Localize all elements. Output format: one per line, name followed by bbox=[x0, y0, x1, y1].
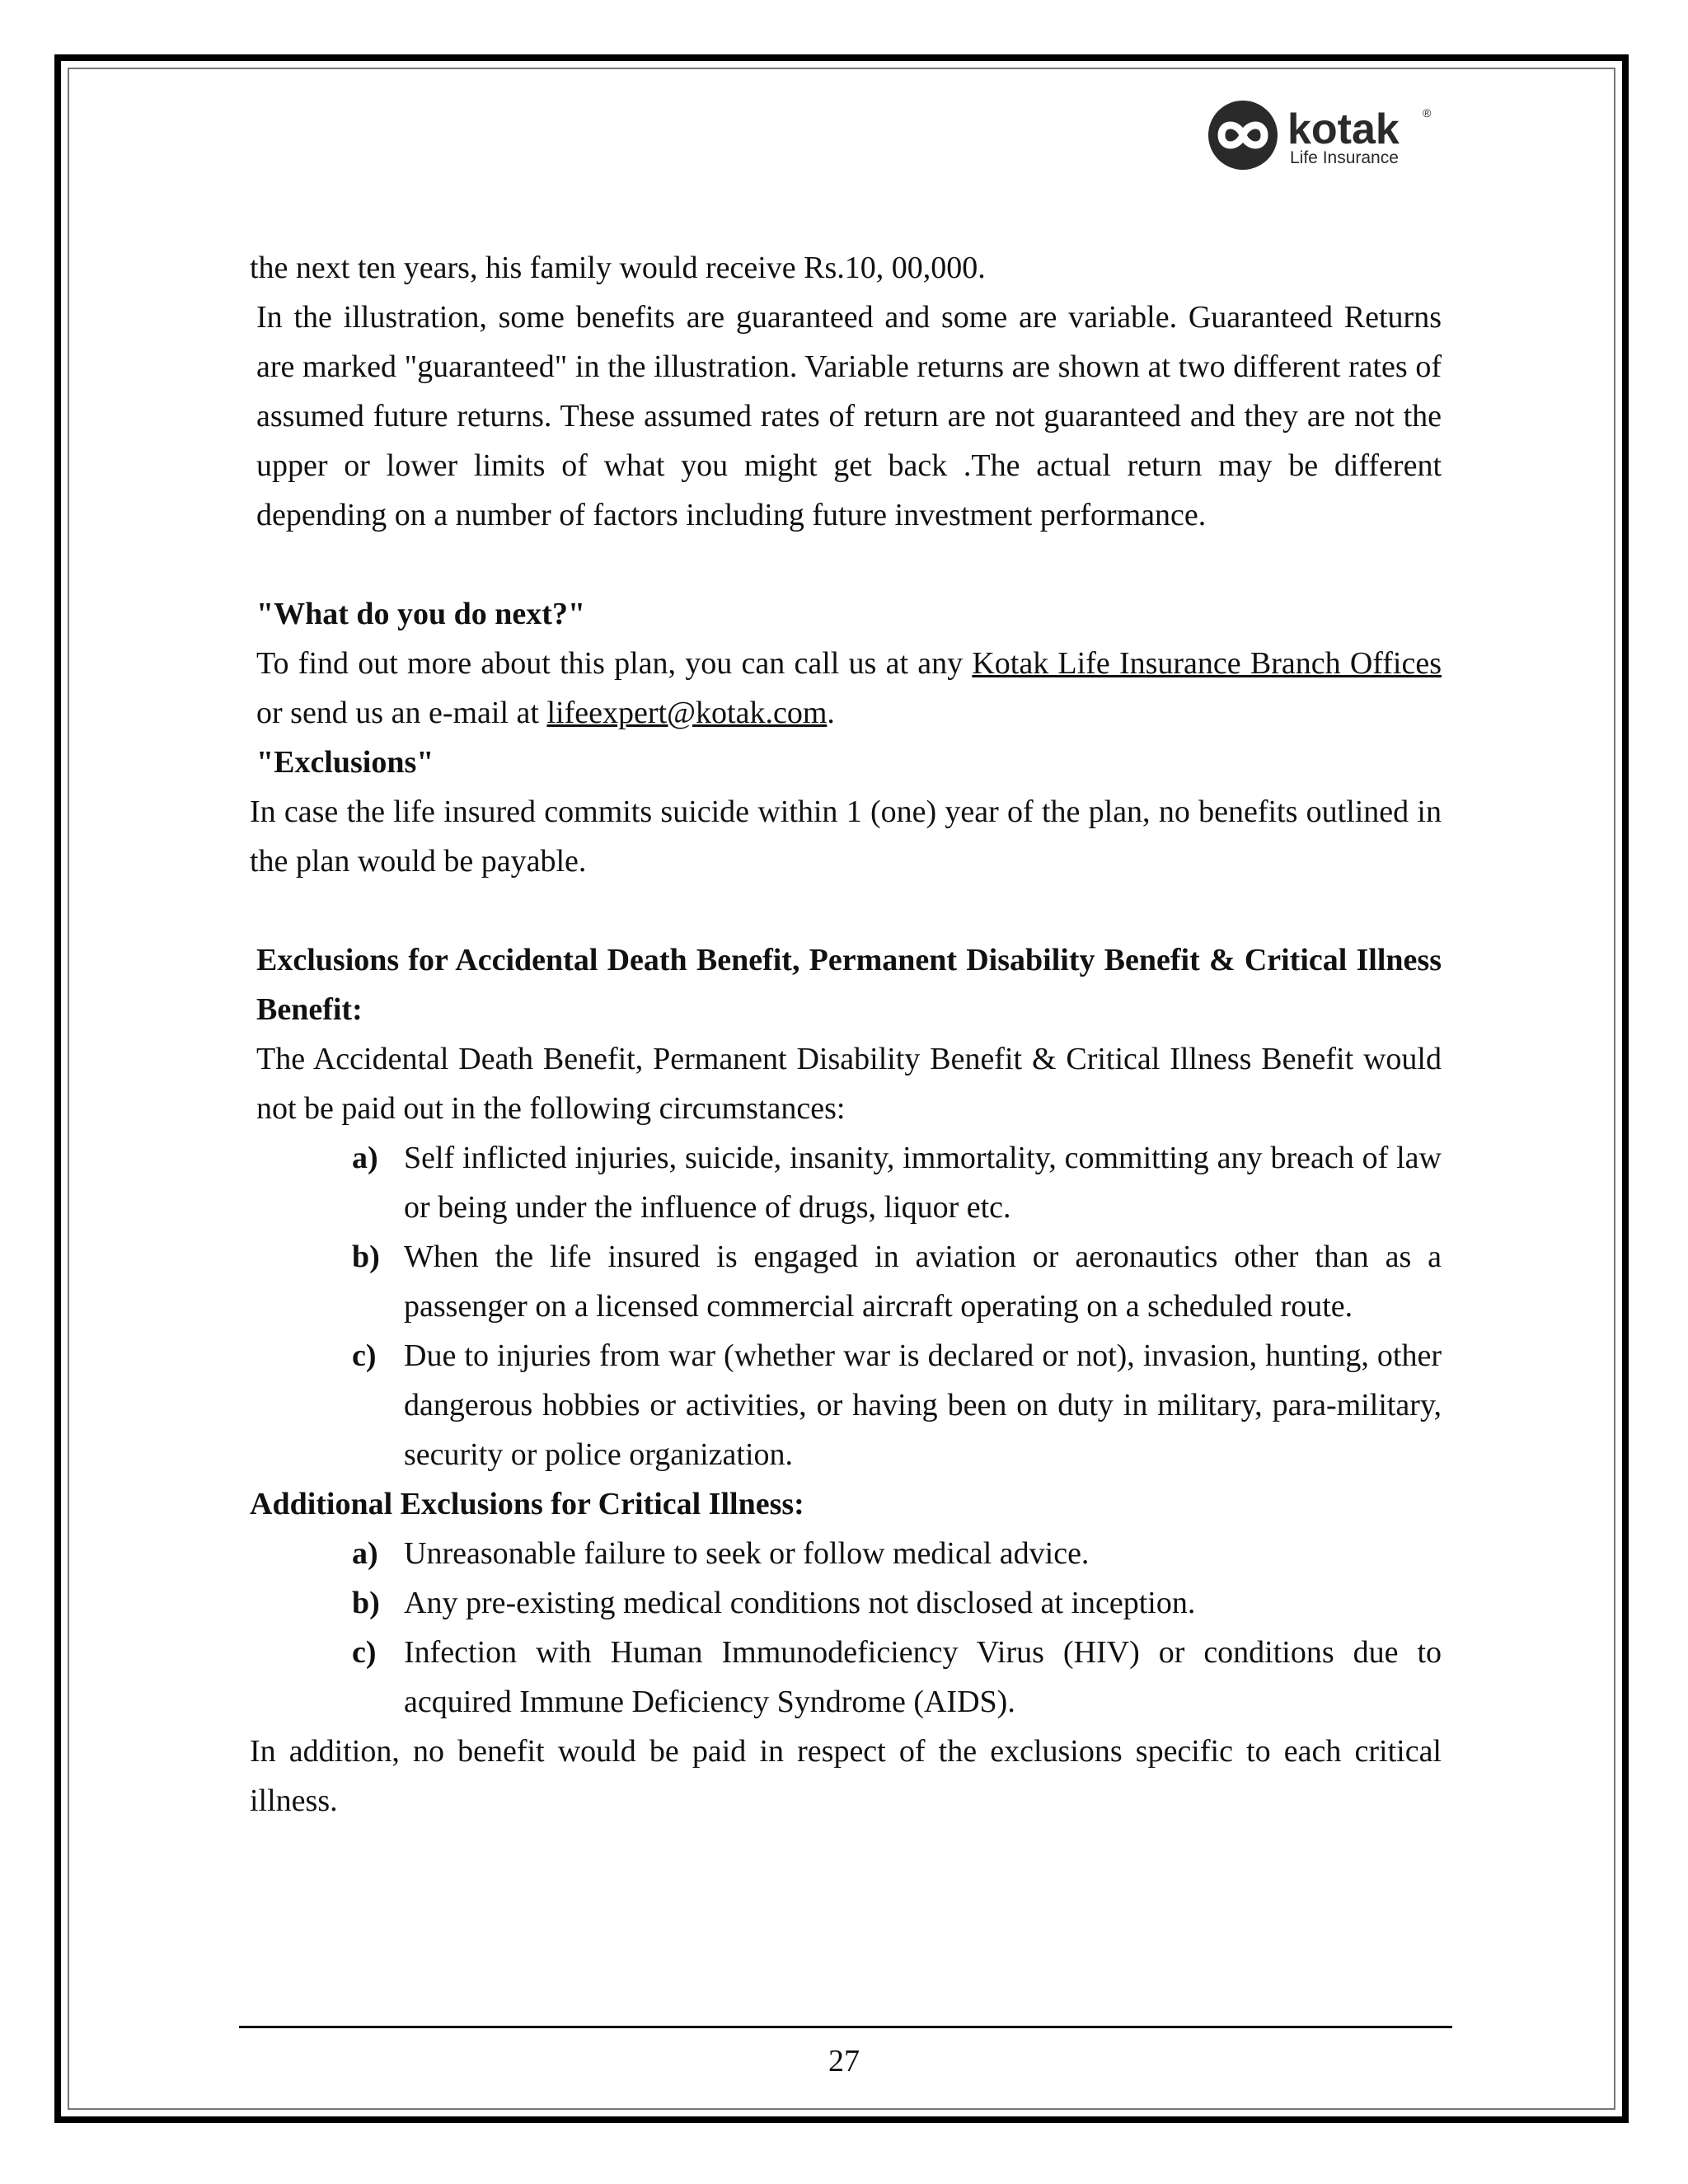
list-item: b) When the life insured is engaged in aviation or aeronautics other than as a passenger on a licensed commercial aircraft operating on a scheduled route. bbox=[352, 1240, 1442, 1324]
paragraph-what-next: To find out more about this plan, you can call us at any Kotak Life Insurance Branch Offices or send us an e-mail at lifeexpert@kotak.com. bbox=[256, 646, 1442, 730]
email-link[interactable]: lifeexpert@kotak.com bbox=[546, 696, 828, 730]
paragraph-closing: In addition, no benefit would be paid in respect of the exclusions specific to each critical illness. bbox=[250, 1734, 1442, 1818]
heading-exclusions: "Exclusions" bbox=[256, 745, 434, 780]
paragraph-illustration: In the illustration, some benefits are guaranteed and some are variable. Guaranteed Returns are marked "guaranteed" in the illustration. Variable returns are shown at two different rates of assumed future returns. These assumed rates of return are not guaranteed and they are not the upper or lower limits of what you might get back .The actual return may be different depending on a number of factors including future investment performance. bbox=[256, 300, 1442, 532]
kotak-logo-tagline: Life Insurance bbox=[1290, 148, 1399, 167]
list-item: c) Infection with Human Immunodeficiency Virus (HIV) or conditions due to acquired Immune Deficiency Syndrome (AIDS). bbox=[352, 1635, 1442, 1719]
paragraph-exclusions: In case the life insured commits suicide within 1 (one) year of the plan, no benefits outlined in the plan would be payable. bbox=[250, 794, 1442, 879]
critical-exclusions-list bbox=[250, 1529, 1442, 1727]
branch-offices-link[interactable]: Kotak Life Insurance Branch Offices bbox=[972, 646, 1442, 681]
paragraph-accidental-intro: The Accidental Death Benefit, Permanent Disability Benefit & Critical Illness Benefit would not be paid out in the following circumstances: bbox=[256, 1042, 1442, 1126]
heading-what-next: "What do you do next?" bbox=[256, 597, 586, 631]
page-number: 27 bbox=[828, 2044, 860, 2079]
list-item: a) Unreasonable failure to seek or follow medical advice. bbox=[352, 1536, 1090, 1571]
registered-mark: ® bbox=[1423, 106, 1432, 120]
kotak-logo-wordmark: kotak bbox=[1287, 105, 1400, 153]
heading-accidental-exclusions: Exclusions for Accidental Death Benefit, Permanent Disability Benefit & Critical Illness Benefit: bbox=[256, 943, 1442, 1027]
kotak-logo bbox=[1205, 97, 1444, 173]
list-item: c) Due to injuries from war (whether war is declared or not), invasion, hunting, other dangerous hobbies or activities, or having been on duty in military, para-military, security or police organization. bbox=[352, 1338, 1442, 1472]
document-body bbox=[250, 243, 1442, 1825]
list-item: a) Self inflicted injuries, suicide, insanity, immortality, committing any breach of law or being under the influence of drugs, liquor etc. bbox=[352, 1141, 1442, 1225]
accidental-exclusions-list bbox=[250, 1133, 1442, 1479]
heading-critical-illness: Additional Exclusions for Critical Illness: bbox=[250, 1487, 804, 1521]
paragraph-continuation: the next ten years, his family would receive Rs.10, 00,000. bbox=[250, 251, 986, 285]
footer-divider bbox=[239, 2026, 1452, 2028]
list-item: b) Any pre-existing medical conditions not disclosed at inception. bbox=[352, 1586, 1196, 1620]
